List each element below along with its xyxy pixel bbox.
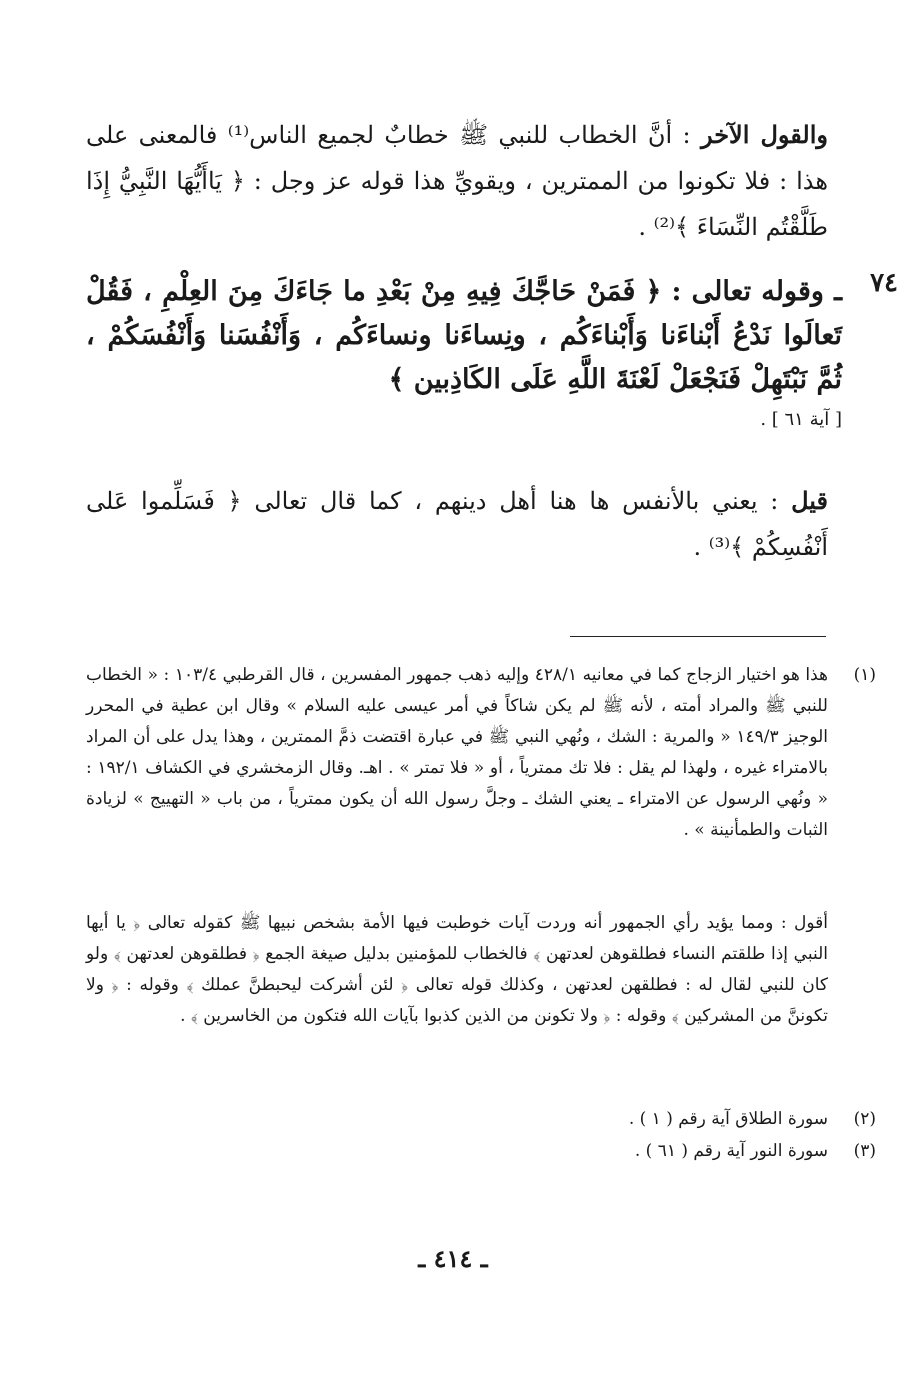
- paragraph-lead: والقول الآخر: [700, 120, 828, 149]
- paragraph-second-opinion: [86, 112, 828, 250]
- page-number: ـ ٤١٤ ـ: [418, 1244, 488, 1273]
- verse-reference: [ آية ٦١ ] .: [760, 409, 842, 430]
- footnote-text: سورة الطلاق آية رقم ( ١ ) .: [628, 1109, 828, 1129]
- paragraph-text: : أنَّ الخطاب للنبي ﷺ خطابٌ لجميع الناس⁽¹⁾ فالمعنى على هذا : فلا تكونوا من الممترين ، ويقويِّ هذا قوله عز وجل : ﴿ يَاأَيُّهَا النَّبِيُّ إِذَا طَلَّقْتُم النِّسَاءَ ﴾⁽²⁾ .: [86, 121, 828, 241]
- quran-verse-block: [86, 270, 842, 438]
- paragraph-lead: قيل: [791, 486, 828, 515]
- footnote-1-continuation: [86, 908, 828, 1032]
- footnote-3: [86, 1136, 876, 1167]
- footnote-1: [86, 660, 876, 846]
- footnote-number: (١): [853, 665, 876, 685]
- verse-text: ـ وقوله تعالى : ﴿ فَمَنْ حَاجَّكَ فِيهِ مِنْ بَعْدِ ما جَاءَكَ مِنَ العِلْمِ ، فَقُلْ تَعالَوا نَدْعُ أَبْناءَنا وَأَبْناءَكُم ، ونِساءَنا ونساءَكُم ، وَأَنْفُسَنا وَأَنْفُسَكُمْ ، ثُمَّ نَبْتَهِلْ فَنَجْعَلْ لَعْنَةَ اللَّهِ عَلَى الكَاذِبين ﴾: [86, 276, 842, 395]
- footnote-number: (٢): [853, 1109, 876, 1129]
- paragraph-explanation: [86, 478, 828, 570]
- paragraph-text: : يعني بالأنفس ها هنا أهل دينهم ، كما قال تعالى ﴿ فَسَلِّموا عَلى أَنْفُسِكُمْ ﴾⁽³⁾ .: [86, 487, 828, 561]
- entry-number: ٧٤: [870, 268, 898, 298]
- footnote-number: (٣): [853, 1141, 876, 1161]
- footnote-2: [86, 1104, 876, 1135]
- footnote-text: سورة النور آية رقم ( ٦١ ) .: [634, 1141, 828, 1161]
- footnote-separator: [570, 636, 826, 637]
- footnote-text: أقول : ومما يؤيد رأي الجمهور أنه وردت آيات خوطبت فيها الأمة بشخص نبيها ﷺ كقوله تعالى ﴿ يا أيها النبي إذا طلقتم النساء فطلقوهن لعدتهن ﴾ فالخطاب للمؤمنين بدليل صيغة الجمع ﴿ فطلقوهن لعدتهن ﴾ ولو كان للنبي لقال له : فطلقهن لعدتهن ، وكذلك قوله تعالى ﴿ لئن أشركت ليحبطنَّ عملك ﴾ وقوله : ﴿ ولا تكوننَّ من المشركين ﴾ وقوله : ﴿ ولا تكونن من الذين كذبوا بآيات الله فتكون من الخاسرين ﴾ .: [86, 913, 828, 1026]
- footnote-text: هذا هو اختيار الزجاج كما في معانيه ٤٢٨/١ وإليه ذهب جمهور المفسرين ، قال القرطبي ١٠٣/٤ : « الخطاب للنبي ﷺ والمراد أمته ، لأنه ﷺ لم يكن شاكاً في أمر عيسى عليه السلام » وقال ابن عطية في المحرر الوجيز ١٤٩/٣ « والمرية : الشك ، ونُهي النبي ﷺ في عبارة اقتضت ذمَّ الممترين ، وهذا يدل على أن المراد بالامتراء غيره ، ولهذا لم يقل : فلا تك ممترياً ، أو « فلا تمتر » . اهـ. وقال الزمخشري في الكشاف ١٩٢/١ : « ونُهي الرسول عن الامتراء ـ يعني الشك ـ وجلَّ رسول الله أن يكون ممترياً ، من باب « التهييج » لزيادة الثبات والطمأنينة » .: [86, 665, 828, 840]
